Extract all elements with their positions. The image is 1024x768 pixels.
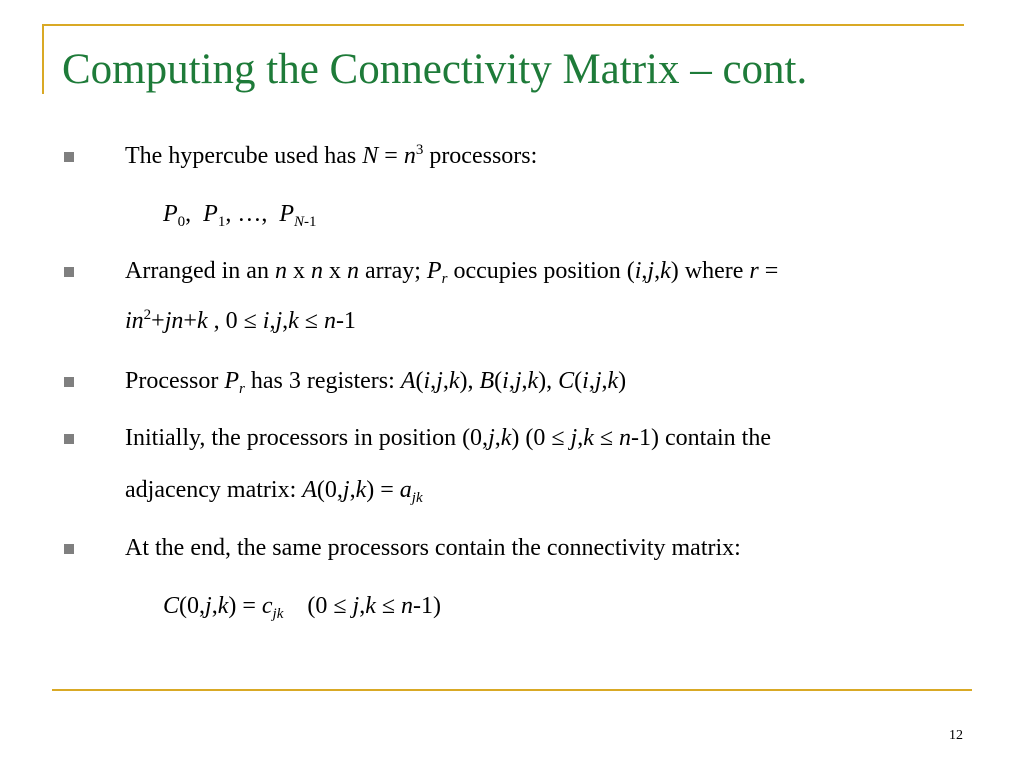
processor-list: $P_0$, $P_1$, …, $P_{N-1}$ — [163, 201, 317, 230]
math-var: n — [403, 143, 416, 169]
math-var: N — [362, 143, 379, 169]
bullet-text: The hypercube used has $N = n^3$ processors: — [125, 142, 538, 169]
bullet-text: Arranged in an n x n x n array; $P_r$ occupies position (i,j,k) where r = — [125, 258, 779, 287]
math-exp: 3 — [415, 142, 424, 158]
page-number: 12 — [949, 728, 963, 743]
bullet-text: Processor $P_r$ has 3 registers: A(i,j,k), B(i,j,k), C(i,j,k) — [125, 368, 627, 397]
bullet-marker — [64, 377, 74, 387]
bullet-text-continued: adjacency matrix: $A(0,j,k) = a_{jk}$ — [125, 477, 423, 506]
bullet-text: At the end, the same processors contain the connectivity matrix: — [125, 535, 741, 561]
bullet-marker — [64, 544, 74, 554]
text-run: The hypercube used has — [125, 143, 363, 169]
bullet-marker — [64, 152, 74, 162]
slide-title: Computing the Connectivity Matrix – cont. — [62, 46, 808, 93]
connectivity-formula: $C(0,j,k) = c_{jk}$ (0 ≤ j,k ≤ n-1) — [163, 593, 442, 622]
bottom-rule — [52, 689, 972, 691]
frame-top-rule — [42, 24, 964, 26]
bullet-marker — [64, 267, 74, 277]
text-run: processors: — [423, 143, 538, 169]
bullet-marker — [64, 434, 74, 444]
frame-left-rule — [42, 24, 44, 94]
bullet-text-continued: $in^2+jn+k$ , 0 ≤ i,j,k ≤ n-1 — [125, 307, 356, 334]
bullet-text: Initially, the processors in position (0,j,k) (0 ≤ j,k ≤ n-1) contain the — [125, 425, 771, 451]
